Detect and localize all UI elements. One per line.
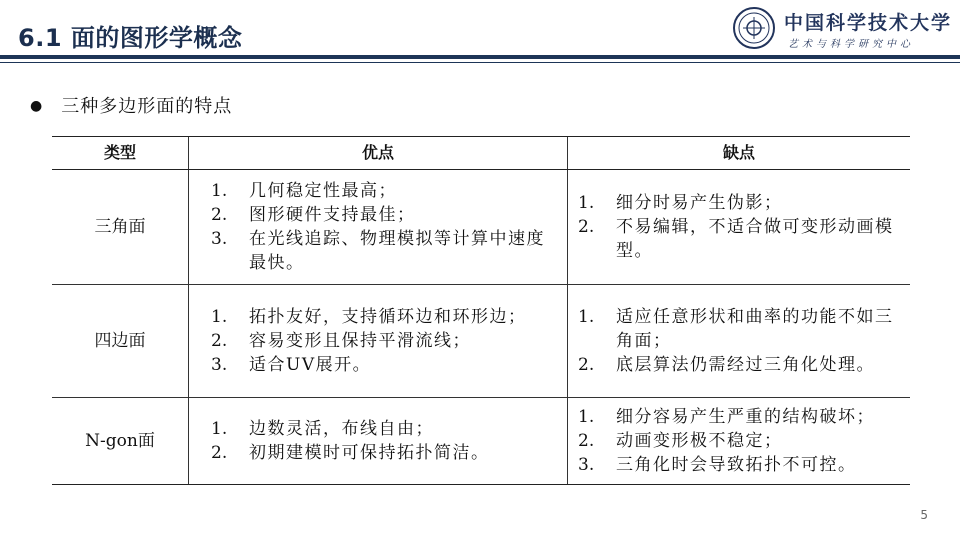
table-row	[52, 170, 910, 285]
list-item: 1. 几何稳定性最高；	[211, 181, 397, 201]
header-rule-thin	[0, 62, 960, 63]
header-pros: 优点	[189, 137, 568, 170]
list-item: 1. 细分容易产生严重的结构破坏；	[578, 407, 875, 427]
list-item: 3. 三角化时会导致拓扑不可控。	[578, 455, 857, 475]
university-logo	[732, 6, 952, 52]
list-item: 1. 边数灵活，布线自由；	[211, 419, 434, 439]
slide-title: 6.1 面的图形学概念	[18, 24, 243, 52]
page-number: 5	[920, 508, 928, 522]
comparison-table	[52, 136, 910, 485]
row-cons	[568, 170, 911, 285]
row-type: N-gon面	[52, 398, 189, 485]
row-pros	[189, 285, 568, 398]
list-item: 1. 拓扑友好，支持循环边和环形边；	[211, 307, 527, 327]
list-item: 2. 初期建模时可保持拓扑简洁。	[211, 443, 490, 463]
logo-subtitle: 艺术与科学研究中心	[788, 39, 914, 50]
list-item: 2. 图形硬件支持最佳；	[211, 205, 416, 225]
logo-university-name: 中国科学技术大学	[784, 12, 953, 34]
row-cons	[568, 398, 911, 485]
list-item: 2. 容易变形且保持平滑流线；	[211, 331, 471, 351]
table-row	[52, 398, 910, 485]
header-cons: 缺点	[568, 137, 911, 170]
table-row	[52, 285, 910, 398]
header-rule	[0, 55, 960, 59]
list-item: 3. 在光线追踪、物理模拟等计算中速度最快。	[211, 229, 545, 273]
list-item: 2. 不易编辑，不适合做可变形动画模型。	[578, 217, 894, 261]
list-item: 3. 适合UV展开。	[211, 355, 372, 375]
university-seal-icon	[732, 6, 776, 50]
bullet-icon: ●	[30, 98, 44, 114]
row-pros	[189, 170, 568, 285]
header-type: 类型	[52, 137, 189, 170]
row-pros	[189, 398, 568, 485]
table-header-row	[52, 137, 910, 170]
row-type: 四边面	[52, 285, 189, 398]
list-item: 1. 细分时易产生伪影；	[578, 193, 783, 213]
bullet-text: 三种多边形面的特点	[61, 96, 233, 117]
bullet-point	[30, 92, 232, 118]
list-item: 2. 动画变形极不稳定；	[578, 431, 783, 451]
row-cons	[568, 285, 911, 398]
list-item: 2. 底层算法仍需经过三角化处理。	[578, 355, 875, 375]
row-type: 三角面	[52, 170, 189, 285]
list-item: 1. 适应任意形状和曲率的功能不如三角面；	[578, 307, 894, 351]
